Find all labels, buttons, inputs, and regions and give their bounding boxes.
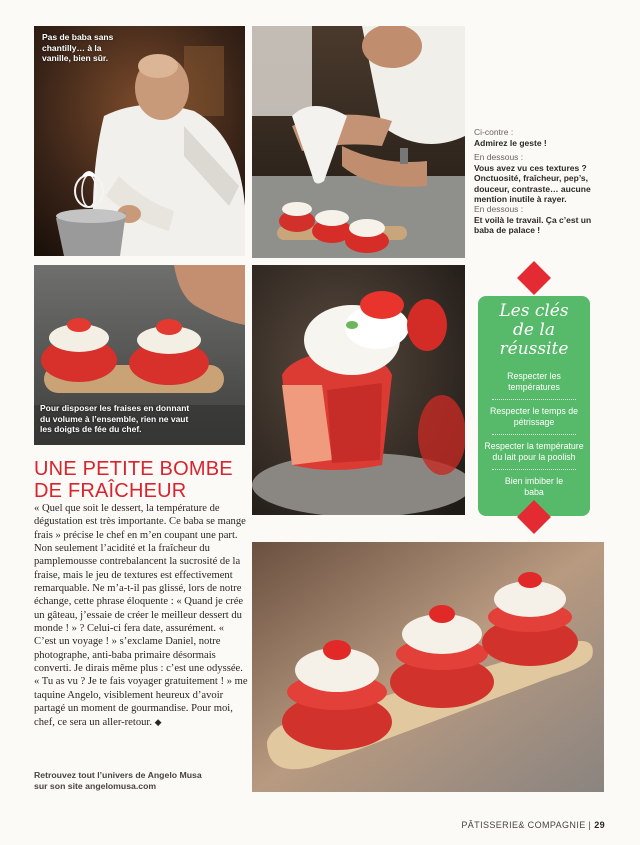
keys-item-lait: Respecter la température du lait pour la poolish xyxy=(484,441,584,462)
photo-baba-closeup xyxy=(252,265,465,515)
article-body-text: « Quel que soit le dessert, la température de dégustation est très importante. Ce baba se mange frais » précise le chef en m’en coupant une part. Non seulement l’acidité et la fraîcheur du pamplemousse contrebalancent la sucrosité de la fraise, mais le jeu de textures est effectivement remarquable. Ne m’a-t-il pas glissé, lors de notre échange, cette phrase éloquente : « Quand je crée un gâteau, j’essaie de créer le meilleur dessert du monde ! » ? Celui-ci fera date, assurément. « C’est un voyage ! » s’exclame Daniel, notre photographe, anti-baba primaire désormais converti. Je dirais même plus : c’est une odyssée. « Tu as vu ? Je te fais voyager gratuitement ! » me taquine Angelo, visiblement heureux d’avoir partagé un moment de gourmandise. Pour moi, chef, ce sera un aller-retour. xyxy=(34,503,248,728)
keys-title-line2: de la réussite xyxy=(499,320,569,359)
side-caption-text: Vous avez vu ces textures ? Onctuosité, fraîcheur, pep’s, douceur, contraste… aucune mention inutile à rayer. xyxy=(474,162,591,204)
side-caption-label: En dessous : xyxy=(474,152,524,162)
diamond-top-icon xyxy=(517,261,551,295)
photo-caption-strawberries: Pour disposer les fraises en donnant du volume à l’ensemble, rien ne vaut les doigts de fée du chef. xyxy=(40,403,190,434)
keys-title-line1: Les clés xyxy=(499,301,569,321)
end-mark-icon: ◆ xyxy=(154,716,162,727)
article-title-line1: UNE PETITE BOMBE xyxy=(34,458,233,480)
side-caption-label: Ci-contre : xyxy=(474,127,514,137)
page-number: 29 xyxy=(594,820,605,830)
side-caption-text: Admirez le geste ! xyxy=(474,137,547,148)
photo-three-babas xyxy=(252,542,604,792)
magazine-name-part1: PÂTISSERIE xyxy=(461,820,519,830)
article-link xyxy=(34,770,248,792)
footer-separator: | xyxy=(588,820,592,830)
side-caption-palace xyxy=(474,204,594,236)
side-caption-ci-contre xyxy=(474,127,594,148)
keys-title xyxy=(478,302,590,359)
article-title-line2: DE FRAÎCHEUR xyxy=(34,480,187,502)
photo-chef-whisking xyxy=(34,26,245,256)
keys-separator xyxy=(492,399,576,400)
article-link-line2[interactable]: sur son site angelomusa.com xyxy=(34,781,157,791)
keys-item-imbiber: Bien imbiber le baba xyxy=(504,476,564,497)
keys-box xyxy=(478,296,590,516)
article-link-line1: Retrouvez tout l’univers de Angelo Musa xyxy=(34,770,202,780)
keys-separator xyxy=(492,469,576,470)
photo-caption-chantilly: Pas de baba sans chantilly… à la vanille, bien sûr. xyxy=(42,32,114,63)
photo-placing-strawberries xyxy=(34,265,245,445)
side-caption-text: Et voilà le travail. Ça c’est un baba de palace ! xyxy=(474,214,592,235)
keys-item-petrissage: Respecter le temps de pétrissage xyxy=(489,406,578,427)
side-caption-label: En dessous : xyxy=(474,204,524,214)
page-footer xyxy=(461,820,605,830)
side-caption-textures xyxy=(474,152,596,205)
article-body xyxy=(34,502,248,729)
article-title xyxy=(34,458,254,502)
magazine-name-part2: & COMPAGNIE xyxy=(518,820,586,830)
keys-item-temperatures: Respecter les températures xyxy=(507,371,561,392)
photo-piping-cream xyxy=(252,26,465,258)
keys-separator xyxy=(492,434,576,435)
